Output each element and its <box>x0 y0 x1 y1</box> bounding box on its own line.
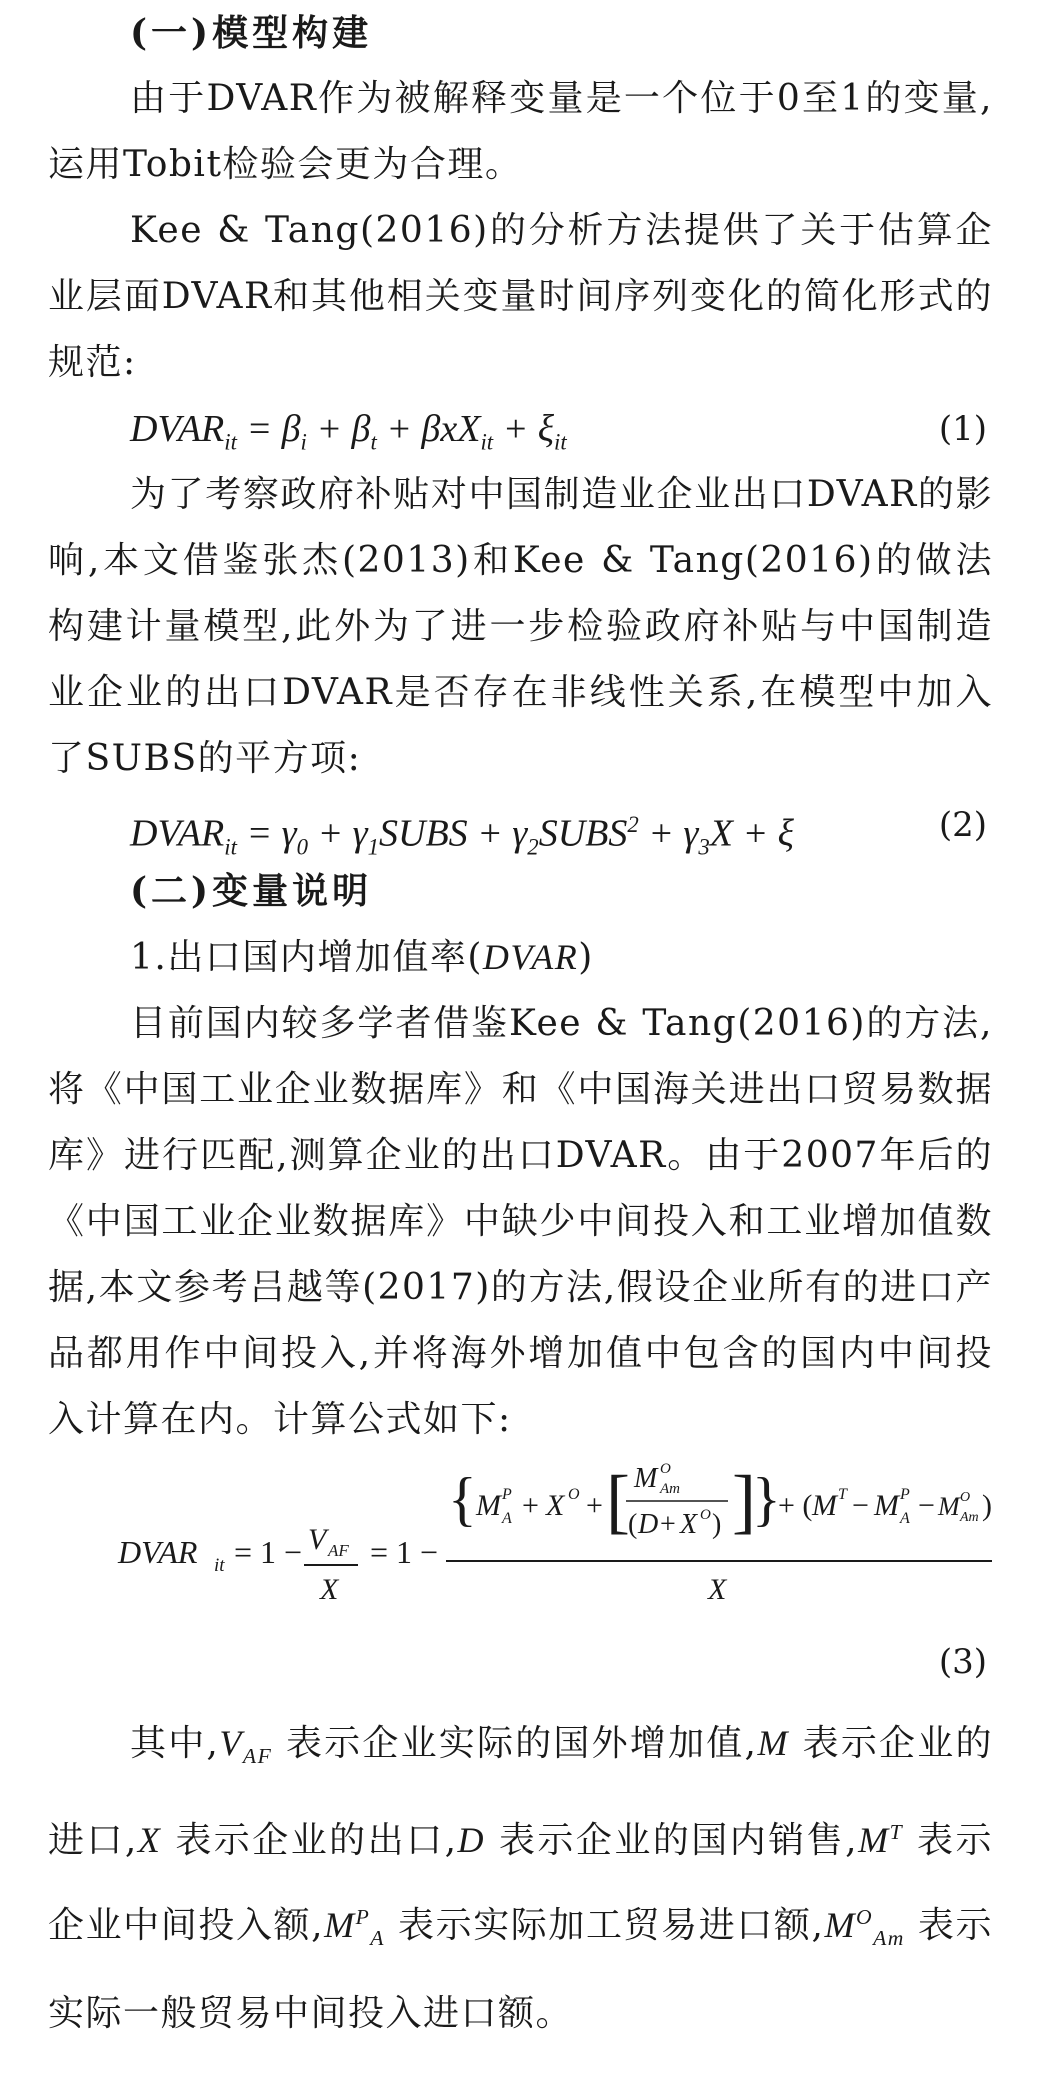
svg-text:O: O <box>568 1486 580 1503</box>
svg-text:O: O <box>700 1507 711 1523</box>
section-heading-model: (一)模型构建 <box>130 12 373 54</box>
subsection-heading-dvar: 1.出口国内增加值率(DVAR) <box>130 937 594 978</box>
svg-text:X: X <box>708 1573 727 1606</box>
equation-3 <box>48 1461 993 1623</box>
svg-text:−: − <box>852 1489 869 1522</box>
svg-text:M: M <box>476 1489 501 1522</box>
svg-text:Am: Am <box>660 1481 680 1497</box>
svg-text:(: ( <box>628 1509 638 1540</box>
paragraph-dvar-intro: 由于DVAR作为被解释变量是一个位于0至1的变量,运用Tobit检验会更为合理。 <box>48 78 993 185</box>
equation-3-number: (3) <box>938 1642 987 1682</box>
svg-text:]: ] <box>732 1461 756 1541</box>
svg-text:+ (: + ( <box>778 1489 813 1522</box>
svg-text:X: X <box>320 1573 339 1606</box>
svg-text:P: P <box>900 1486 910 1503</box>
equation-1 <box>48 396 993 462</box>
svg-text:}: } <box>752 1466 781 1532</box>
paragraph-variable-definitions: 其中$,V_{AF}$ 表示企业实际的国外增加值,M 表示企业的进口,X 表示企业的出口,D 表示企业的国内销售$,M^T$ 表示企业中间投入额$,M^P_A$ 表示实际加工贸易进口额$,M^O_{Am}$ 表示实际一般贸易中间投入进口额。 <box>48 1723 993 2035</box>
svg-text:D: D <box>638 1509 659 1540</box>
equation-1-formula: $DVAR_{it} = \beta_i + \beta_t + \beta xX_{it} + \xi_{it}$ <box>130 408 567 455</box>
svg-text:X: X <box>546 1489 565 1522</box>
subsection-dvar-var: DVAR <box>482 937 579 977</box>
svg-text:= 1 −: = 1 − <box>234 1534 303 1570</box>
svg-text:{: { <box>448 1466 477 1532</box>
svg-text:A: A <box>900 1510 910 1527</box>
svg-text:+: + <box>586 1489 603 1522</box>
paragraph-kee-tang: Kee & Tang(2016)的分析方法提供了关于估算企业层面DVAR和其他相关变量时间序列变化的简化形式的规范: <box>48 210 993 383</box>
equation-2 <box>48 792 993 858</box>
svg-text:= 1 −: = 1 − <box>370 1534 439 1570</box>
svg-text:V: V <box>308 1523 327 1556</box>
svg-text:M: M <box>634 1463 658 1494</box>
svg-text:T: T <box>838 1486 847 1503</box>
svg-text:M: M <box>812 1489 837 1522</box>
svg-text:): ) <box>712 1509 722 1540</box>
svg-text:DVAR: DVAR <box>118 1534 198 1570</box>
svg-text:): ) <box>982 1489 992 1522</box>
svg-text:X: X <box>680 1509 698 1540</box>
svg-text:O: O <box>960 1490 971 1505</box>
svg-text:A: A <box>502 1510 512 1527</box>
svg-text:+: + <box>660 1509 676 1540</box>
equation-1-number: (1) <box>938 409 987 449</box>
equation-2-formula: $DVAR_{it} = \gamma_0$ + $\gamma_1SUBS$ + $\gamma_2SUBS^2 + \gamma_3X + \xi$ <box>130 812 794 860</box>
svg-text:[: [ <box>606 1461 630 1541</box>
svg-text:it: it <box>214 1555 225 1576</box>
equation-3-formula <box>48 1461 993 1623</box>
svg-text:O: O <box>660 1461 671 1477</box>
paragraph-subsidy-model: 为了考察政府补贴对中国制造业企业出口DVAR的影响,本文借鉴张杰(2013)和Kee & Tang(2016)的做法构建计量模型,此外为了进一步检验政府补贴与中国制造业企业的出口DVAR是否存在非线性关系,在模型中加入了SUBS的平方项: <box>48 474 993 779</box>
svg-text:M: M <box>874 1489 899 1522</box>
svg-text:P: P <box>502 1486 512 1503</box>
svg-text:M: M <box>938 1492 960 1521</box>
svg-text:+: + <box>522 1489 539 1522</box>
paragraph-dvar-method: 目前国内较多学者借鉴Kee & Tang(2016)的方法,将《中国工业企业数据库》和《中国海关进出口贸易数据库》进行匹配,测算企业的出口DVAR。由于2007年后的《中国工业企业数据库》中缺少中间投入和工业增加值数据,本文参考吕越等(2017)的方法,假设企业所有的进口产品都用作中间投入,并将海外增加值中包含的国内中间投入计算在内。计算公式如下: <box>48 1003 993 1440</box>
svg-text:Am: Am <box>960 1510 979 1525</box>
section-heading-variables: (二)变量说明 <box>130 870 373 912</box>
equation-2-number: (2) <box>938 805 987 845</box>
svg-text:AF: AF <box>328 1541 349 1560</box>
paper-page <box>48 0 993 2052</box>
svg-text:−: − <box>918 1489 935 1522</box>
